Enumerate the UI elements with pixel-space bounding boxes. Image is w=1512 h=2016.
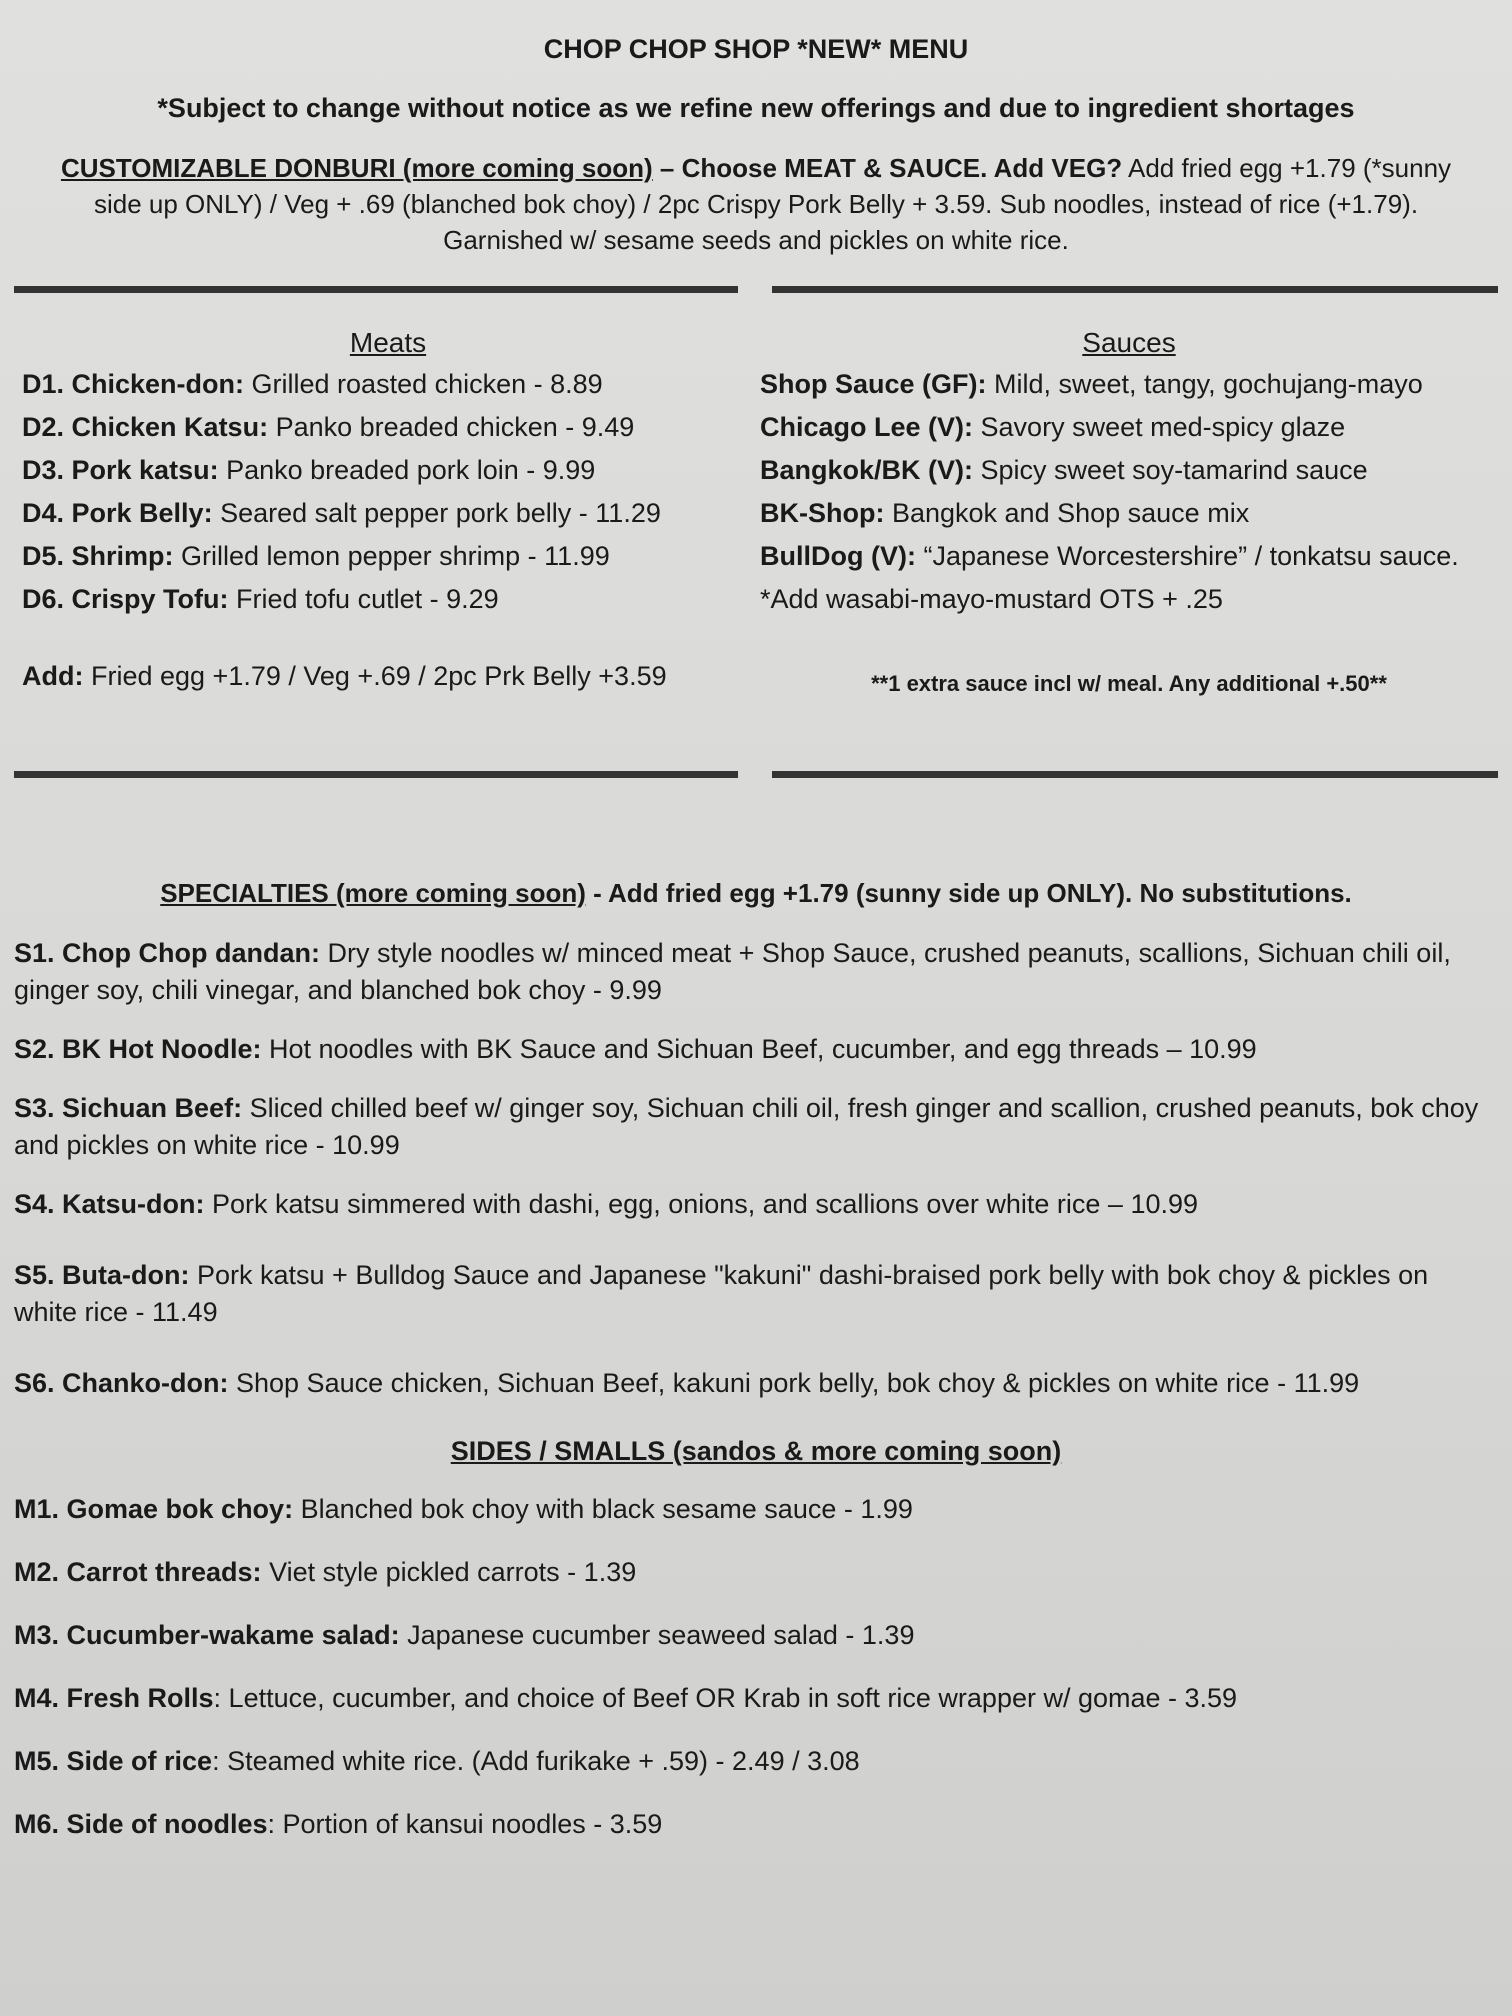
meats-column — [14, 327, 754, 697]
specialties-heading — [14, 878, 1498, 909]
divider-right — [772, 771, 1498, 778]
divider-right — [772, 286, 1498, 293]
meat-item: D5. Shrimp: Grilled lemon pepper shrimp - 11.99 — [22, 541, 610, 571]
side-item: M3. Cucumber-wakame salad: Japanese cucumber seaweed salad - 1.39 — [14, 1620, 915, 1650]
meat-item: D6. Crispy Tofu: Fried tofu cutlet - 9.29 — [22, 584, 499, 614]
side-item: M4. Fresh Rolls: Lettuce, cucumber, and choice of Beef OR Krab in soft rice wrapper w/ gomae - 3.59 — [14, 1683, 1238, 1713]
meat-item: D3. Pork katsu: Panko breaded pork loin - 9.99 — [22, 455, 596, 485]
meat-item: D1. Chicken-don: Grilled roasted chicken - 8.89 — [22, 369, 603, 399]
meats-add-line — [22, 661, 754, 692]
add-text: Fried egg +1.79 / Veg +.69 / 2pc Prk Belly +3.59 — [83, 661, 667, 691]
donburi-choose: – Choose MEAT & SAUCE. Add VEG? — [652, 153, 1123, 183]
sauce-item: Shop Sauce (GF): Mild, sweet, tangy, gochujang-mayo — [760, 369, 1423, 399]
donburi-details: Add fried egg +1.79 (*sunny side up ONLY) / Veg + .69 (blanched bok choy) / 2pc Crispy Pork Belly + 3.59. Sub noodles, instead of rice (+1.79). Garnished w/ sesame seeds and pickles on white rice. — [93, 153, 1452, 255]
sauces-column — [758, 327, 1498, 697]
donburi-heading: CUSTOMIZABLE DONBURI (more coming soon) — [60, 153, 653, 183]
sides-heading: SIDES / SMALLS (sandos & more coming soon) — [450, 1436, 1062, 1466]
sauce-item: Chicago Lee (V): Savory sweet med-spicy glaze — [760, 412, 1346, 442]
side-item: M1. Gomae bok choy: Blanched bok choy with black sesame sauce - 1.99 — [14, 1494, 913, 1524]
specialty-item: S6. Chanko-don: Shop Sauce chicken, Sichuan Beef, kakuni pork belly, bok choy & pickles on white rice - 11.99 — [14, 1368, 1360, 1398]
menu-title: CHOP CHOP SHOP *NEW* MENU — [543, 34, 969, 64]
divider-top — [14, 286, 1498, 293]
sauce-item: BullDog (V): “Japanese Worcestershire” / tonkatsu sauce. *Add wasabi-mayo-mustard OTS + .25 — [760, 541, 1459, 614]
specialty-item: S3. Sichuan Beef: Sliced chilled beef w/ ginger soy, Sichuan chili oil, fresh ginger and scallion, crushed peanuts, bok choy and pickles on white rice - 10.99 — [14, 1093, 1479, 1160]
side-item: M6. Side of noodles: Portion of kansui noodles - 3.59 — [14, 1809, 663, 1839]
divider-bottom — [14, 771, 1498, 778]
menu-subtitle: *Subject to change without notice as we refine new offerings and due to ingredient shortages — [157, 93, 1355, 123]
specialty-item: S1. Chop Chop dandan: Dry style noodles w/ minced meat + Shop Sauce, crushed peanuts, scallions, Sichuan chili oil, ginger soy, chili vinegar, and blanched bok choy - 9.99 — [14, 938, 1451, 1005]
meat-item: D2. Chicken Katsu: Panko breaded chicken - 9.49 — [22, 412, 635, 442]
specialty-item: S2. BK Hot Noodle: Hot noodles with BK Sauce and Sichuan Beef, cucumber, and egg threads – 10.99 — [14, 1034, 1257, 1064]
donburi-intro — [34, 150, 1478, 258]
sauces-heading: Sauces — [1082, 327, 1176, 358]
donburi-columns — [14, 327, 1498, 697]
sauce-item: BK-Shop: Bangkok and Shop sauce mix — [760, 498, 1250, 528]
specialties-note: - Add fried egg +1.79 (sunny side up ONLY). No substitutions. — [585, 878, 1352, 908]
side-item: M5. Side of rice: Steamed white rice. (Add furikake + .59) - 2.49 / 3.08 — [14, 1746, 860, 1776]
meats-heading: Meats — [349, 327, 427, 358]
specialties-title: SPECIALTIES (more coming soon) — [160, 878, 586, 908]
sauce-note: **1 extra sauce incl w/ meal. Any additional +.50** — [871, 671, 1387, 696]
specialty-item: S5. Buta-don: Pork katsu + Bulldog Sauce and Japanese "kakuni" dashi-braised pork belly with bok choy & pickles on white rice - 11.49 — [14, 1260, 1429, 1327]
divider-left — [14, 286, 738, 293]
add-label: Add: — [22, 661, 84, 691]
divider-left — [14, 771, 738, 778]
sauce-item: Bangkok/BK (V): Spicy sweet soy-tamarind sauce — [760, 455, 1368, 485]
specialty-item: S4. Katsu-don: Pork katsu simmered with dashi, egg, onions, and scallions over white rice – 10.99 — [14, 1189, 1199, 1219]
side-item: M2. Carrot threads: Viet style pickled carrots - 1.39 — [14, 1557, 637, 1587]
meat-item: D4. Pork Belly: Seared salt pepper pork belly - 11.29 — [22, 498, 661, 528]
